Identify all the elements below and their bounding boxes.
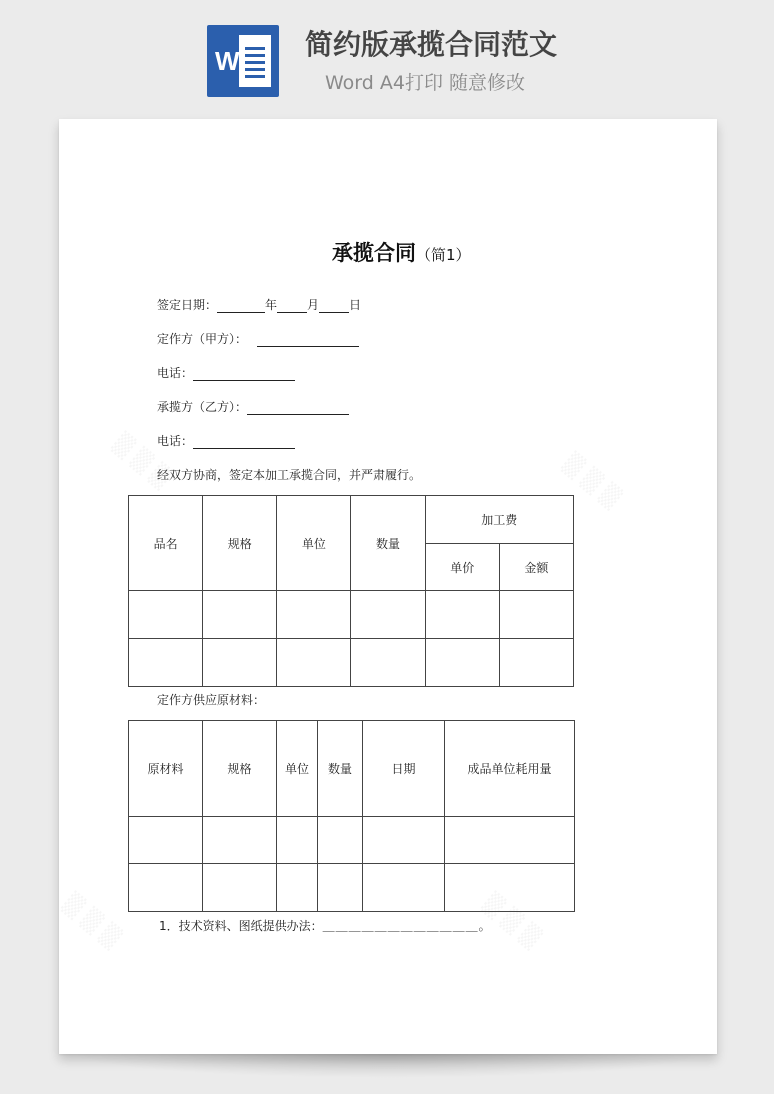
party-b-line [157,398,349,415]
table-cell[interactable] [445,864,575,912]
table-cell[interactable] [351,591,425,639]
header-quantity: 数量 [351,496,425,591]
day-label: 日 [349,298,362,312]
page-shadow [69,1054,707,1078]
table-cell[interactable] [277,639,351,687]
table-cell[interactable] [129,817,203,864]
table-row [129,639,574,687]
header-processing-fee: 加工费 [425,496,573,544]
table-cell[interactable] [203,817,277,864]
phone-b-line [157,432,295,449]
header-unit: 单位 [277,721,318,817]
document-page [59,119,717,1054]
clause-1-blank[interactable]: ＿＿＿＿＿＿＿＿＿＿＿＿ [322,919,479,933]
table-cell[interactable] [203,591,277,639]
table-cell[interactable] [363,817,445,864]
table-cell[interactable] [499,639,573,687]
table-cell[interactable] [318,817,363,864]
table-cell[interactable] [129,639,203,687]
table-cell[interactable] [351,639,425,687]
document-title-suffix: （简1） [416,246,471,264]
clause-1-label: 1．技术资料、图纸提供办法： [159,919,323,933]
year-label: 年 [265,298,278,312]
table-cell[interactable] [129,864,203,912]
table-cell[interactable] [425,639,499,687]
page-subtitle: Word A4打印 随意修改 [325,72,526,94]
party-b-blank[interactable] [247,402,349,415]
table-cell[interactable] [363,864,445,912]
table-cell[interactable] [129,591,203,639]
header-date: 日期 [363,721,445,817]
header [0,0,774,118]
table-cell[interactable] [318,864,363,912]
sign-date-label: 签定日期： [157,298,218,312]
table-cell[interactable] [445,817,575,864]
word-letter: W [215,46,240,76]
table-cell[interactable] [277,591,351,639]
day-blank[interactable] [319,300,349,313]
intro-text: 经双方协商，签定本加工承揽合同，并严肃履行。 [157,468,422,482]
party-a-blank[interactable] [257,334,359,347]
header-spec: 规格 [203,496,277,591]
phone-a-blank[interactable] [193,368,295,381]
header-amount: 金额 [499,544,573,591]
year-blank[interactable] [217,300,265,313]
table-cell[interactable] [499,591,573,639]
header-product-name: 品名 [129,496,203,591]
phone-b-label: 电话： [157,434,194,448]
table-cell[interactable] [277,817,318,864]
party-a-label: 定作方（甲方）： [157,332,248,346]
page-title: 简约版承揽合同范文 [305,28,558,61]
table-cell[interactable] [425,591,499,639]
header-unit: 单位 [277,496,351,591]
materials-label: 定作方供应原材料： [157,693,266,707]
header-consumption: 成品单位耗用量 [445,721,575,817]
header-material: 原材料 [129,721,203,817]
table-row [129,591,574,639]
clause-1-end: 。 [478,919,491,933]
month-blank[interactable] [277,300,307,313]
phone-b-blank[interactable] [193,436,295,449]
document-title [332,237,471,267]
phone-a-line [157,364,295,381]
clause-1 [159,917,491,934]
watermark [59,891,125,952]
party-b-label: 承揽方（乙方）： [157,400,248,414]
party-a-line [157,330,359,347]
table-row [129,817,575,864]
table-cell[interactable] [277,864,318,912]
processing-fee-table [128,495,574,687]
month-label: 月 [307,298,320,312]
header-spec: 规格 [203,721,277,817]
table-cell[interactable] [203,639,277,687]
table-cell[interactable] [203,864,277,912]
document-title-main: 承揽合同 [332,241,416,265]
header-unit-price: 单价 [425,544,499,591]
word-icon [207,25,279,97]
header-quantity: 数量 [318,721,363,817]
materials-table [128,720,575,912]
sign-date-line [157,296,361,313]
table-row [129,864,575,912]
phone-a-label: 电话： [157,366,194,380]
